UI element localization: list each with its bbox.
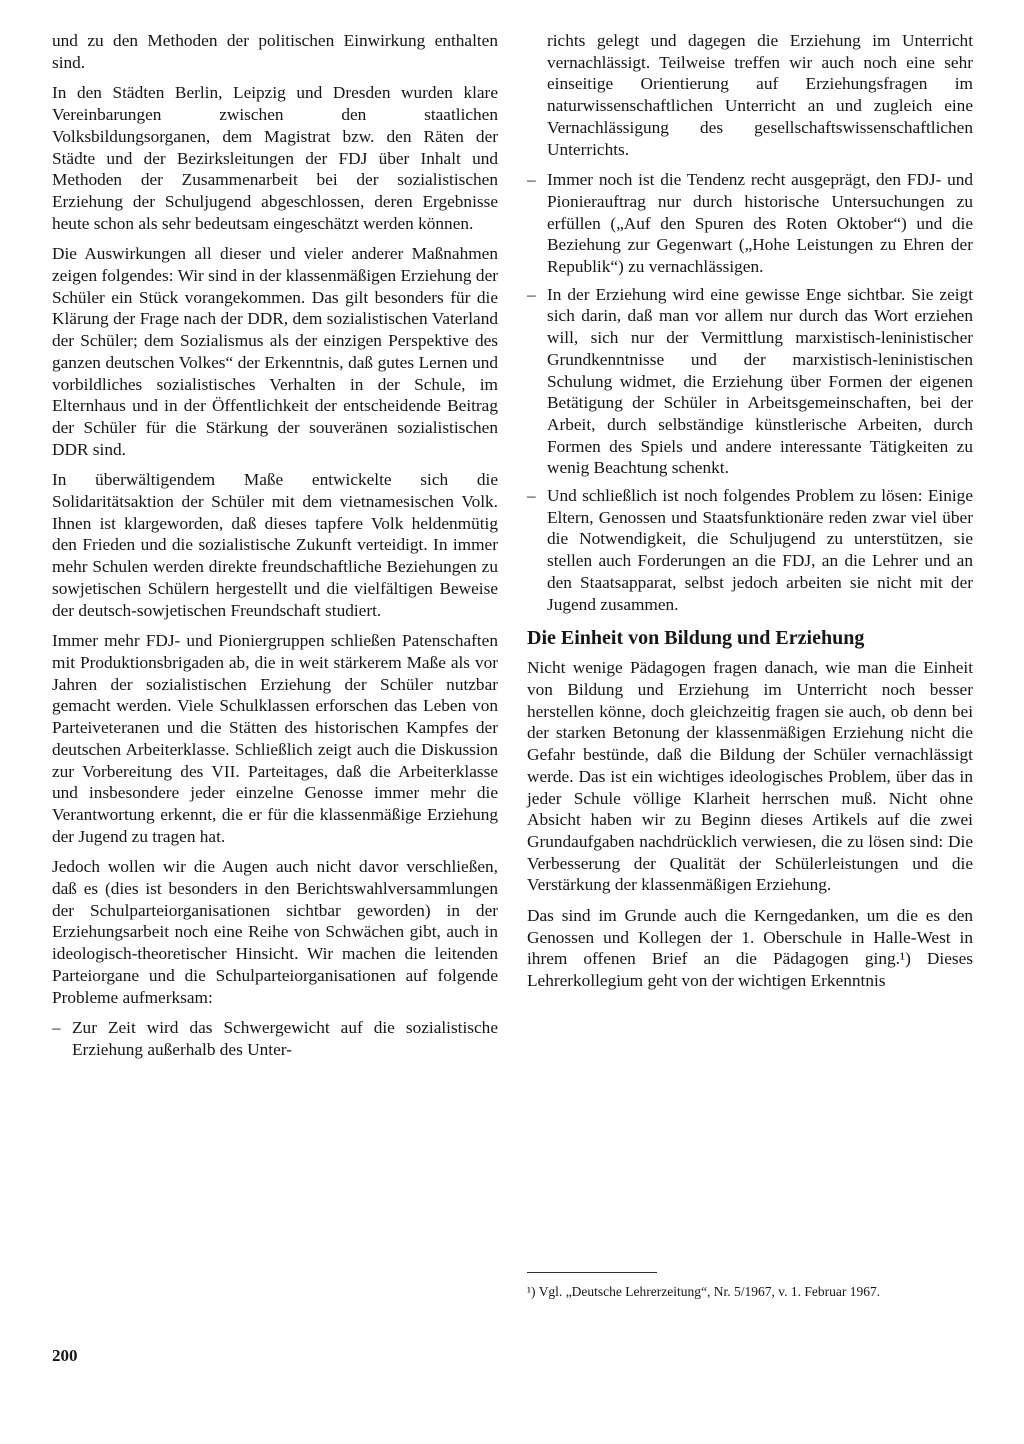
footnote-divider [527, 1272, 657, 1273]
paragraph: Nicht wenige Pädagogen fragen danach, wie man die Einheit von Bildung und Erziehung im Unterricht noch besser herstellen könne, doch gleichzeitig fragen sie auch, ob denn bei der starken Betonung der klassenmäßigen Erziehung nicht die Gefahr bestünde, daß die Bildung der Schüler vernachlässigt werde. Das ist ein wichtiges ideologisches Problem, über das in jeder Schule völlige Klarheit herrschen muß. Nicht ohne Absicht haben wir zu Beginn dieses Artikels auf die zwei Grundaufgaben nachdrücklich verwiesen, die zu lösen sind: Die Verbesserung der Qualität der Schülerleistungen und die Verstärkung der klassenmäßigen Erziehung. [527, 658, 973, 895]
dash-bullet: – [52, 1018, 61, 1038]
dash-list-item [527, 169, 973, 278]
footnote-text: Vgl. „Deutsche Lehrerzeitung“, Nr. 5/1967, v. 1. Februar 1967. [538, 1284, 881, 1299]
dash-item-text: In der Erziehung wird eine gewisse Enge sichtbar. Sie zeigt sich darin, daß man vor allem nur durch das Wort erziehen will, sich nur der Vermittlung marxistisch-leninistischer Grundkenntnisse und der marxistisch-leninistischen Schulung widmet, die Erziehung über Formen der eigenen Betätigung der Schüler in Arbeitsgemeinschaften, bei der Arbeit, durch selbständige künstlerische Arbeiten, durch Formen des Spiels und andere interessante Tätigkeiten zu wenig Beachtung schenkt. [547, 284, 973, 478]
dash-bullet: – [527, 486, 536, 506]
paragraph: Das sind im Grunde auch die Kerngedanken, um die es den Genossen und Kollegen der 1. Oberschule in Halle-West in ihrem offenen Brief an die Pädagogen ging.¹) Dieses Lehrerkollegium geht von der wichtigen Erkenntnis [527, 906, 973, 991]
paragraph: Immer mehr FDJ- und Pioniergruppen schließen Patenschaften mit Produktionsbrigaden ab, die in weit stärkerem Maße als vor Jahren der sozialistischen Erziehung der Schüler nutzbar gemacht werden. Viele Schulklassen erforschen das Leben von Parteiveteranen und die Stätten des historischen Kampfes der deutschen Arbeiterklasse. Schließlich zeigt auch die Diskussion zur Vorbereitung des VII. Parteitages, daß die Arbeiterklasse und insbesondere jeder einzelne Genosse immer mehr die Verantwortung erkennt, die er für die klassenmäßige Erziehung der Jugend zu tragen hat. [52, 631, 498, 846]
footnote [527, 1283, 973, 1300]
dash-bullet: – [527, 170, 536, 190]
paragraph: Die Auswirkungen all dieser und vieler anderer Maßnahmen zeigen folgendes: Wir sind in der klassenmäßigen Erziehung der Schüler ein Stück vorangekommen. Das gilt besonders für die Klärung der Frage nach der DDR, dem sozialistischen Vaterland der Schüler; dem Sozialismus als der einzigen Perspektive des ganzen deutschen Volkes“ der Erkenntnis, daß gutes Lernen und vorbildliches sozialistisches Verhalten in der Schule, im Elternhaus und in der Öffentlichkeit der entscheidende Beitrag der Schüler für die Stärkung der souveränen sozialistischen DDR sind. [52, 244, 498, 459]
dash-bullet: – [527, 284, 536, 304]
continued-paragraph: richts gelegt und dagegen die Erziehung im Unterricht vernachlässigt. Teilweise treffen wir auch noch eine sehr einseitige Orientierung auf Erziehungsfragen im naturwissenschaftlichen Unterricht an und zugleich eine Vernachlässigung des gesellschaftswissenschaftlichen Unterrichts. [547, 31, 973, 159]
paragraph: und zu den Methoden der politischen Einwirkung enthalten sind. [52, 31, 498, 72]
paragraph: In überwältigendem Maße entwickelte sich die Solidaritätsaktion der Schüler mit dem vietnamesischen Volk. Ihnen ist klargeworden, daß dieses tapfere Volk heldenmütig den Frieden und die sozialistische Zukunft verteidigt. In immer mehr Schulen werden direkte freundschaftliche Beziehungen zu sowjetischen Schülern hergestellt und die vielfältigen Beweise der deutsch-sowjetischen Freundschaft studiert. [52, 470, 498, 620]
footnote-marker: ¹) [527, 1284, 536, 1299]
right-column [527, 30, 973, 1001]
section-heading: Die Einheit von Bildung und Erziehung [527, 627, 865, 650]
dash-list-item [52, 1017, 498, 1060]
paragraph: In den Städten Berlin, Leipzig und Dresden wurden klare Vereinbarungen zwischen den staatlichen Volksbildungsorganen, dem Magistrat bzw. den Räten der Städte und der Bezirksleitungen der FDJ über Inhalt und Methoden der Zusammenarbeit bei der sozialistischen Erziehung der Schuljugend abgeschlossen, deren Ergebnisse heute schon als sehr bedeutsam eingeschätzt werden können. [52, 83, 498, 233]
page-number: 200 [52, 1346, 78, 1365]
dash-item-text: Immer noch ist die Tendenz recht ausgeprägt, den FDJ- und Pionierauftrag nur durch historische Untersuchungen zu erfüllen („Auf den Spuren des Roten Oktober“) und die Beziehung zur Gegenwart („Hohe Leistungen zu Ehren der Republik“) zu vernachlässigen. [547, 170, 973, 277]
dash-item-text: Und schließlich ist noch folgendes Problem zu lösen: Einige Eltern, Genossen und Staatsfunktionäre reden zwar viel über die Notwendigkeit, die Schuljugend zu unterstützen, sie stellen auch Forderungen an die FDJ, an die Lehrer und an den Staatsapparat, selbst jedoch arbeiten sie nicht mit der Jugend zusammen. [547, 486, 973, 614]
dash-list-item [527, 284, 973, 479]
left-column [52, 30, 498, 1067]
dash-list-item [527, 485, 973, 615]
paragraph: Jedoch wollen wir die Augen auch nicht davor verschließen, daß es (dies ist besonders in den Berichtswahlversammlungen der Schulparteiorganisationen sichtbar geworden) in der Erziehungsarbeit noch eine Reihe von Schwächen gibt, auch in ideologisch-theoretischer Hinsicht. Wir machen die leitenden Parteiorgane und die Schulparteiorganisationen auf folgende Probleme aufmerksam: [52, 857, 498, 1007]
dash-item-text: Zur Zeit wird das Schwergewicht auf die sozialistische Erziehung außerhalb des Unter- [72, 1018, 498, 1059]
